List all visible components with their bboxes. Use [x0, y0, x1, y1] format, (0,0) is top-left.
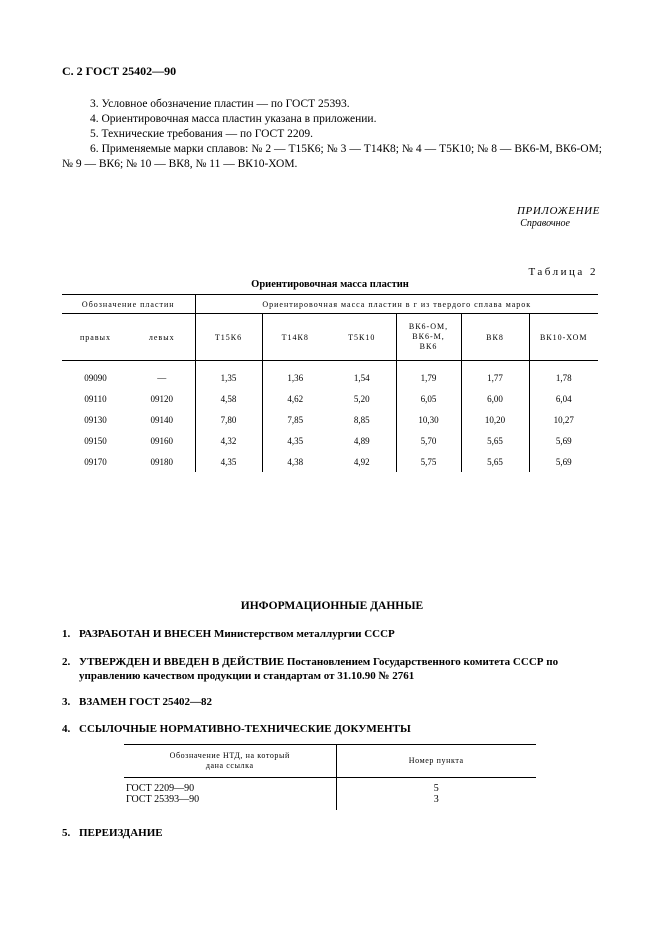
body-paragraphs: [62, 97, 602, 172]
item-number: 4.: [62, 723, 71, 735]
table-row: [62, 409, 598, 430]
item-text: УТВЕРЖДЕН И ВВЕДЕН В ДЕЙСТВИЕ Постановлением Государственного комитета СССР по: [79, 656, 559, 668]
item-number: 5.: [62, 827, 71, 839]
table-row: [124, 794, 536, 805]
table-cell: 5,65: [461, 430, 529, 451]
group-header-plates: Обозначение пластин: [62, 295, 195, 314]
mass-table: [62, 294, 598, 472]
page-header: С. 2 ГОСТ 25402—90: [62, 64, 177, 78]
table-caption: Ориентировочная масса пластин: [251, 279, 409, 290]
item-text: ВЗАМЕН ГОСТ 25402—82: [79, 696, 213, 708]
table-cell: 5,65: [461, 451, 529, 472]
table-cell: 4,35: [195, 451, 262, 472]
appendix-title: ПРИЛОЖЕНИЕ: [517, 205, 600, 217]
table-cell: 8,85: [353, 414, 370, 425]
col-header-left: левых: [129, 314, 195, 361]
table-column-header-row: [62, 314, 598, 361]
table-cell: 10,20: [461, 409, 529, 430]
table-cell: 6,05: [396, 388, 461, 409]
table-cell: 4,62: [262, 388, 328, 409]
col-header-vk6-line3: ВК6: [419, 342, 438, 351]
table-cell: 4,38: [262, 451, 328, 472]
table-cell: 7,85: [262, 409, 328, 430]
info-item-5: [62, 826, 602, 840]
info-section-title: ИНФОРМАЦИОННЫЕ ДАННЫЕ: [240, 600, 424, 612]
table-cell: 1,78: [529, 361, 598, 389]
table-cell: 6,00: [461, 388, 529, 409]
table-group-header-row: [62, 295, 598, 314]
ref-col-header-line1: Обозначение НТД, на который: [169, 751, 290, 760]
table-cell: 09110: [84, 393, 107, 404]
col-header-t15k6: Т15К6: [195, 314, 262, 361]
item-text: ПЕРЕИЗДАНИЕ: [79, 827, 163, 839]
ref-col-header-clause: Номер пункта: [336, 745, 536, 778]
table-cell: 1,79: [396, 361, 461, 389]
ref-col-header-designation: [124, 745, 336, 778]
col-header-vk10: ВК10-ХОМ: [529, 314, 598, 361]
table-cell: 4,35: [262, 430, 328, 451]
table-row: [62, 430, 598, 451]
col-header-vk6-line2: ВК6-М,: [412, 332, 445, 341]
item-number: 2.: [62, 656, 71, 668]
table-cell: 09140: [150, 414, 173, 425]
col-header-vk6: [396, 314, 461, 361]
item-text: ССЫЛОЧНЫЕ НОРМАТИВНО-ТЕХНИЧЕСКИЕ ДОКУМЕНТЫ: [79, 723, 411, 735]
table-cell: ГОСТ 25393—90: [126, 794, 200, 805]
table-cell: 3: [336, 794, 536, 805]
info-item-1: [62, 627, 602, 641]
paragraph-5: 5. Технические требования — по ГОСТ 2209.: [90, 128, 313, 140]
table-cell: 5,20: [353, 393, 370, 404]
table-label: Таблица 2: [528, 266, 598, 278]
table-cell: 1,54: [353, 372, 370, 383]
item-number: 1.: [62, 628, 71, 640]
col-header-vk8: ВК8: [461, 314, 529, 361]
paragraph-3: 3. Условное обозначение пластин — по ГОСТ 25393.: [90, 98, 350, 110]
table-cell: 5,70: [396, 430, 461, 451]
col-header-t5k10: Т5К10: [328, 314, 396, 361]
table-cell: 1,77: [461, 361, 529, 389]
table-cell: 09120: [150, 393, 173, 404]
table-cell: 5: [336, 783, 536, 794]
reference-table-header-row: [124, 745, 536, 778]
table-cell: 09160: [150, 435, 173, 446]
table-cell: 1,35: [195, 361, 262, 389]
table-cell: 7,80: [195, 409, 262, 430]
paragraph-6: 6. Применяемые марки сплавов: № 2 — Т15К6; № 3 — Т14К8; № 4 — Т5К10; № 8 — ВК6-М, ВК6-ОМ; № 9 — ВК6; № 10 — ВК8, № 11 — ВК10-ХОМ.: [62, 143, 602, 170]
col-header-right: правых: [62, 314, 129, 361]
info-item-4: [62, 722, 602, 736]
table-cell: 09130: [84, 414, 107, 425]
table-cell: 4,58: [195, 388, 262, 409]
col-header-t14k8: Т14К8: [262, 314, 328, 361]
table-cell: 4,89: [353, 435, 370, 446]
item-text: РАЗРАБОТАН И ВНЕСЕН Министерством металлургии СССР: [79, 628, 395, 640]
table-row: [124, 783, 536, 794]
info-item-3: [62, 695, 602, 709]
item-text-continued: управлению качеством продукции и стандартам от 31.10.90 № 2761: [79, 670, 415, 682]
table-cell: 1,36: [262, 361, 328, 389]
table-row: [62, 451, 598, 472]
reference-table: [124, 744, 536, 810]
table-cell: 09150: [84, 435, 107, 446]
table-spacer: [124, 805, 536, 810]
table-row: [62, 361, 598, 389]
table-cell: 10,30: [396, 409, 461, 430]
table-cell: 5,69: [529, 430, 598, 451]
item-number: 3.: [62, 696, 71, 708]
table-cell: 5,75: [396, 451, 461, 472]
group-header-mass: Ориентировочная масса пластин в г из твердого сплава марок: [195, 295, 598, 314]
table-cell: 09090: [84, 372, 107, 383]
table-cell: 09180: [150, 456, 173, 467]
table-cell: 4,32: [195, 430, 262, 451]
info-item-2: [62, 655, 602, 683]
ref-col-header-line2: дана ссылка: [205, 761, 254, 770]
appendix-subtitle: Справочное: [520, 218, 570, 229]
table-cell: ГОСТ 2209—90: [126, 783, 195, 794]
table-cell: —: [157, 372, 167, 383]
table-cell: 10,27: [529, 409, 598, 430]
table-row: [62, 388, 598, 409]
table-cell: 4,92: [353, 456, 370, 467]
table-cell: 6,04: [529, 388, 598, 409]
table-cell: 09170: [84, 456, 107, 467]
table-cell: 5,69: [529, 451, 598, 472]
col-header-vk6-line1: ВК6-ОМ,: [408, 322, 449, 331]
paragraph-4: 4. Ориентировочная масса пластин указана в приложении.: [90, 113, 377, 125]
